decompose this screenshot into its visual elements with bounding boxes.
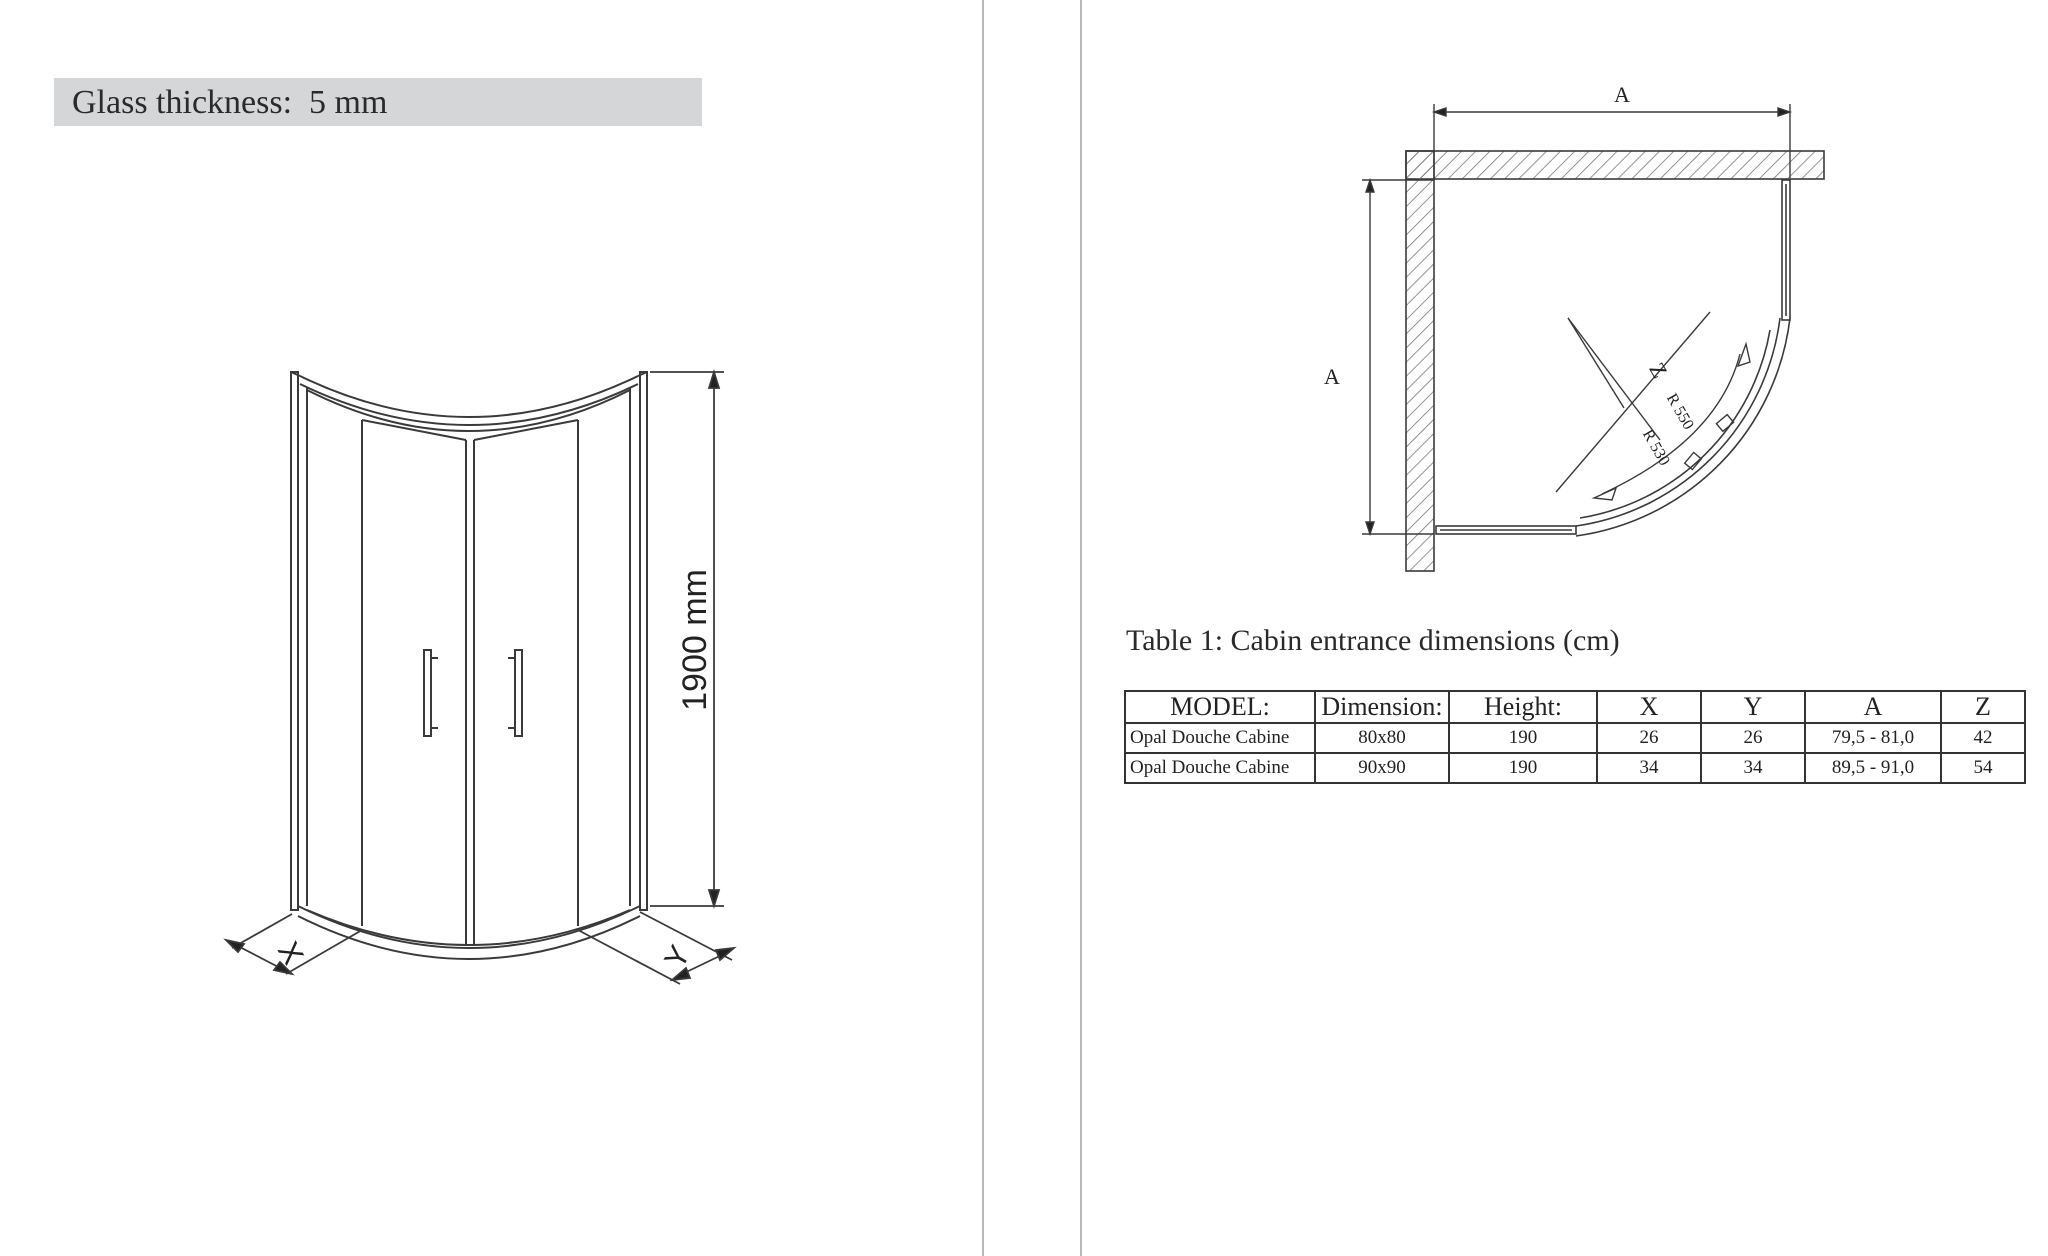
- cell-dimension: 90x90: [1315, 753, 1449, 783]
- plan-r-inner-label: R 530: [1638, 426, 1673, 469]
- glass-thickness-label: Glass thickness:: [72, 84, 293, 121]
- table-row: [1125, 723, 2025, 753]
- table-row: [1125, 753, 2025, 783]
- plan-r-outer-label: R 550: [1662, 390, 1697, 433]
- plan-a-side-label: A: [1324, 364, 1340, 389]
- wall-top: [1406, 151, 1824, 179]
- cell-z: 42: [1941, 723, 2025, 753]
- cell-height: 190: [1449, 723, 1597, 753]
- wall-left: [1406, 151, 1434, 571]
- col-header-x: X: [1597, 691, 1701, 723]
- glass-thickness-value: 5 mm: [309, 84, 388, 121]
- cell-y: 34: [1701, 753, 1805, 783]
- plan-z-label: Z: [1644, 358, 1673, 383]
- col-header-height: Height:: [1449, 691, 1597, 723]
- cell-y: 26: [1701, 723, 1805, 753]
- plan-fixed-panel-bottom: [1436, 526, 1576, 534]
- cell-x: 34: [1597, 753, 1701, 783]
- col-header-model: MODEL:: [1125, 691, 1315, 723]
- door-swing-indicators: [1556, 312, 1750, 500]
- cell-model: Opal Douche Cabine: [1125, 723, 1315, 753]
- col-header-y: Y: [1701, 691, 1805, 723]
- table-caption: Table 1: Cabin entrance dimensions (cm): [1126, 624, 1620, 657]
- cell-dimension: 80x80: [1315, 723, 1449, 753]
- plan-fixed-panel-right: [1782, 180, 1790, 320]
- plan-a-top-label: A: [1614, 82, 1630, 107]
- col-header-dimension: Dimension:: [1315, 691, 1449, 723]
- table-header-row: [1125, 691, 2025, 723]
- dimensions-table: [1124, 690, 2026, 784]
- cell-model: Opal Douche Cabine: [1125, 753, 1315, 783]
- col-header-a: A: [1805, 691, 1941, 723]
- cell-z: 54: [1941, 753, 2025, 783]
- y-label: Y: [658, 940, 698, 975]
- cell-x: 26: [1597, 723, 1701, 753]
- cell-a: 79,5 - 81,0: [1805, 723, 1941, 753]
- col-header-z: Z: [1941, 691, 2025, 723]
- cell-height: 190: [1449, 753, 1597, 783]
- height-label: 1900 mm: [676, 569, 714, 711]
- x-label: X: [270, 936, 310, 971]
- cell-a: 89,5 - 91,0: [1805, 753, 1941, 783]
